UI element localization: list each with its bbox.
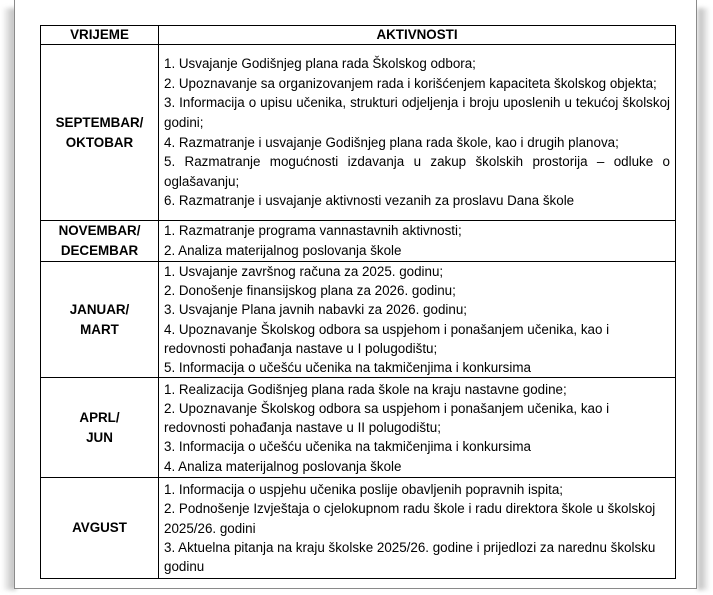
activity-item: 2. Upoznavanje Školskog odbora sa uspjehom i ponašanjem učenika, kao i redovnosti pohađanja nastave u II polugodištu; [164, 400, 610, 436]
period-line: OKTOBAR [65, 134, 134, 150]
activity-item: 2. Analiza materijalnog poslovanja škole [164, 243, 402, 258]
activities-cell [159, 478, 676, 579]
activity-item: 1. Usvajanje završnog računa za 2025. godinu; [164, 264, 444, 279]
activity-item: 4. Upoznavanje Školskog odbora sa uspjehom i ponašanjem učenika, kao i redovnosti pohađanja nastave u I polugodištu; [164, 321, 610, 356]
activities-cell [159, 45, 676, 221]
activities-cell [159, 378, 676, 478]
period-line: MART [80, 321, 119, 337]
period-line: AVGUST [72, 520, 127, 536]
activity-item: 2. Upoznavanje sa organizovanjem rada i korišćenjem kapaciteta školskog objekta; [164, 75, 657, 91]
activity-item: 3. Usvajanje Plana javnih nabavki za 2026. godinu; [164, 302, 467, 318]
table-row [41, 262, 676, 378]
activity-item: 3. Informacija o učešću učenika na takmičenjima i konkursima [164, 439, 531, 455]
activity-item: 2. Podnošenje Izvještaja o cjelokupnom radu škole i radu direktora škole u školskoj 2025/26. godini [164, 501, 656, 536]
activity-item: 6. Razmatranje i usvajanje aktivnosti vezanih za proslavu Dana škole [164, 193, 575, 209]
activity-item: 4. Analiza materijalnog poslovanja škole [164, 458, 402, 474]
activity-item: 1. Usvajanje Godišnjeg plana rada Školskog odbora; [164, 56, 476, 72]
period-line: JANUAR/ [69, 301, 130, 317]
document-page [14, 0, 697, 589]
table-row [41, 378, 676, 478]
period-cell [41, 478, 159, 579]
period-cell [41, 378, 159, 478]
table-row [41, 45, 676, 221]
activities-cell [159, 221, 676, 262]
activity-item: 3. Aktuelna pitanja na kraju školske 2025/26. godine i prijedlozi za narednu školsku godinu [164, 539, 656, 575]
table-row [41, 478, 676, 579]
period-line: DECEMBAR [60, 243, 139, 258]
activity-item: 1. Realizacija Godišnjeg plana rada škole na kraju nastavne godine; [164, 381, 567, 397]
period-cell [41, 221, 159, 262]
activity-item: 4. Razmatranje i usvajanje Godišnjeg plana rada škole, kao i drugih planova; [164, 134, 619, 150]
period-cell [41, 45, 159, 221]
activity-item: 3. Informacija o upisu učenika, strukturi odjeljenja i broju uposlenih u tekućoj školskoj godini; [164, 95, 670, 130]
page-shadow-right [698, 8, 710, 590]
table-row [41, 221, 676, 262]
activity-item: 1. Informacija o uspjehu učenika poslije obavljenih popravnih ispita; [164, 482, 563, 498]
header-time: VRIJEME [41, 26, 159, 45]
activity-item: 2. Donošenje finansijskog plana za 2026. godinu; [164, 283, 456, 299]
activity-item: 5. Informacija o učešću učenika na takmičenjima i konkursima [164, 360, 531, 376]
period-line: JUN [86, 429, 113, 445]
period-line: SEPTEMBAR/ [55, 114, 144, 130]
header-activities: AKTIVNOSTI [159, 26, 676, 45]
activities-cell [159, 262, 676, 378]
activity-item: 5. Razmatranje mogućnosti izdavanja u zakup školskih prostorija – odluke o oglašavanju; [164, 154, 670, 189]
period-line: APRL/ [79, 409, 120, 425]
activity-item: 1. Razmatranje programa vannastavnih aktivnosti; [164, 223, 462, 239]
activity-plan-table [40, 25, 676, 579]
period-cell [41, 262, 159, 378]
period-line: NOVEMBAR/ [58, 223, 141, 238]
table-header-row [41, 26, 676, 45]
